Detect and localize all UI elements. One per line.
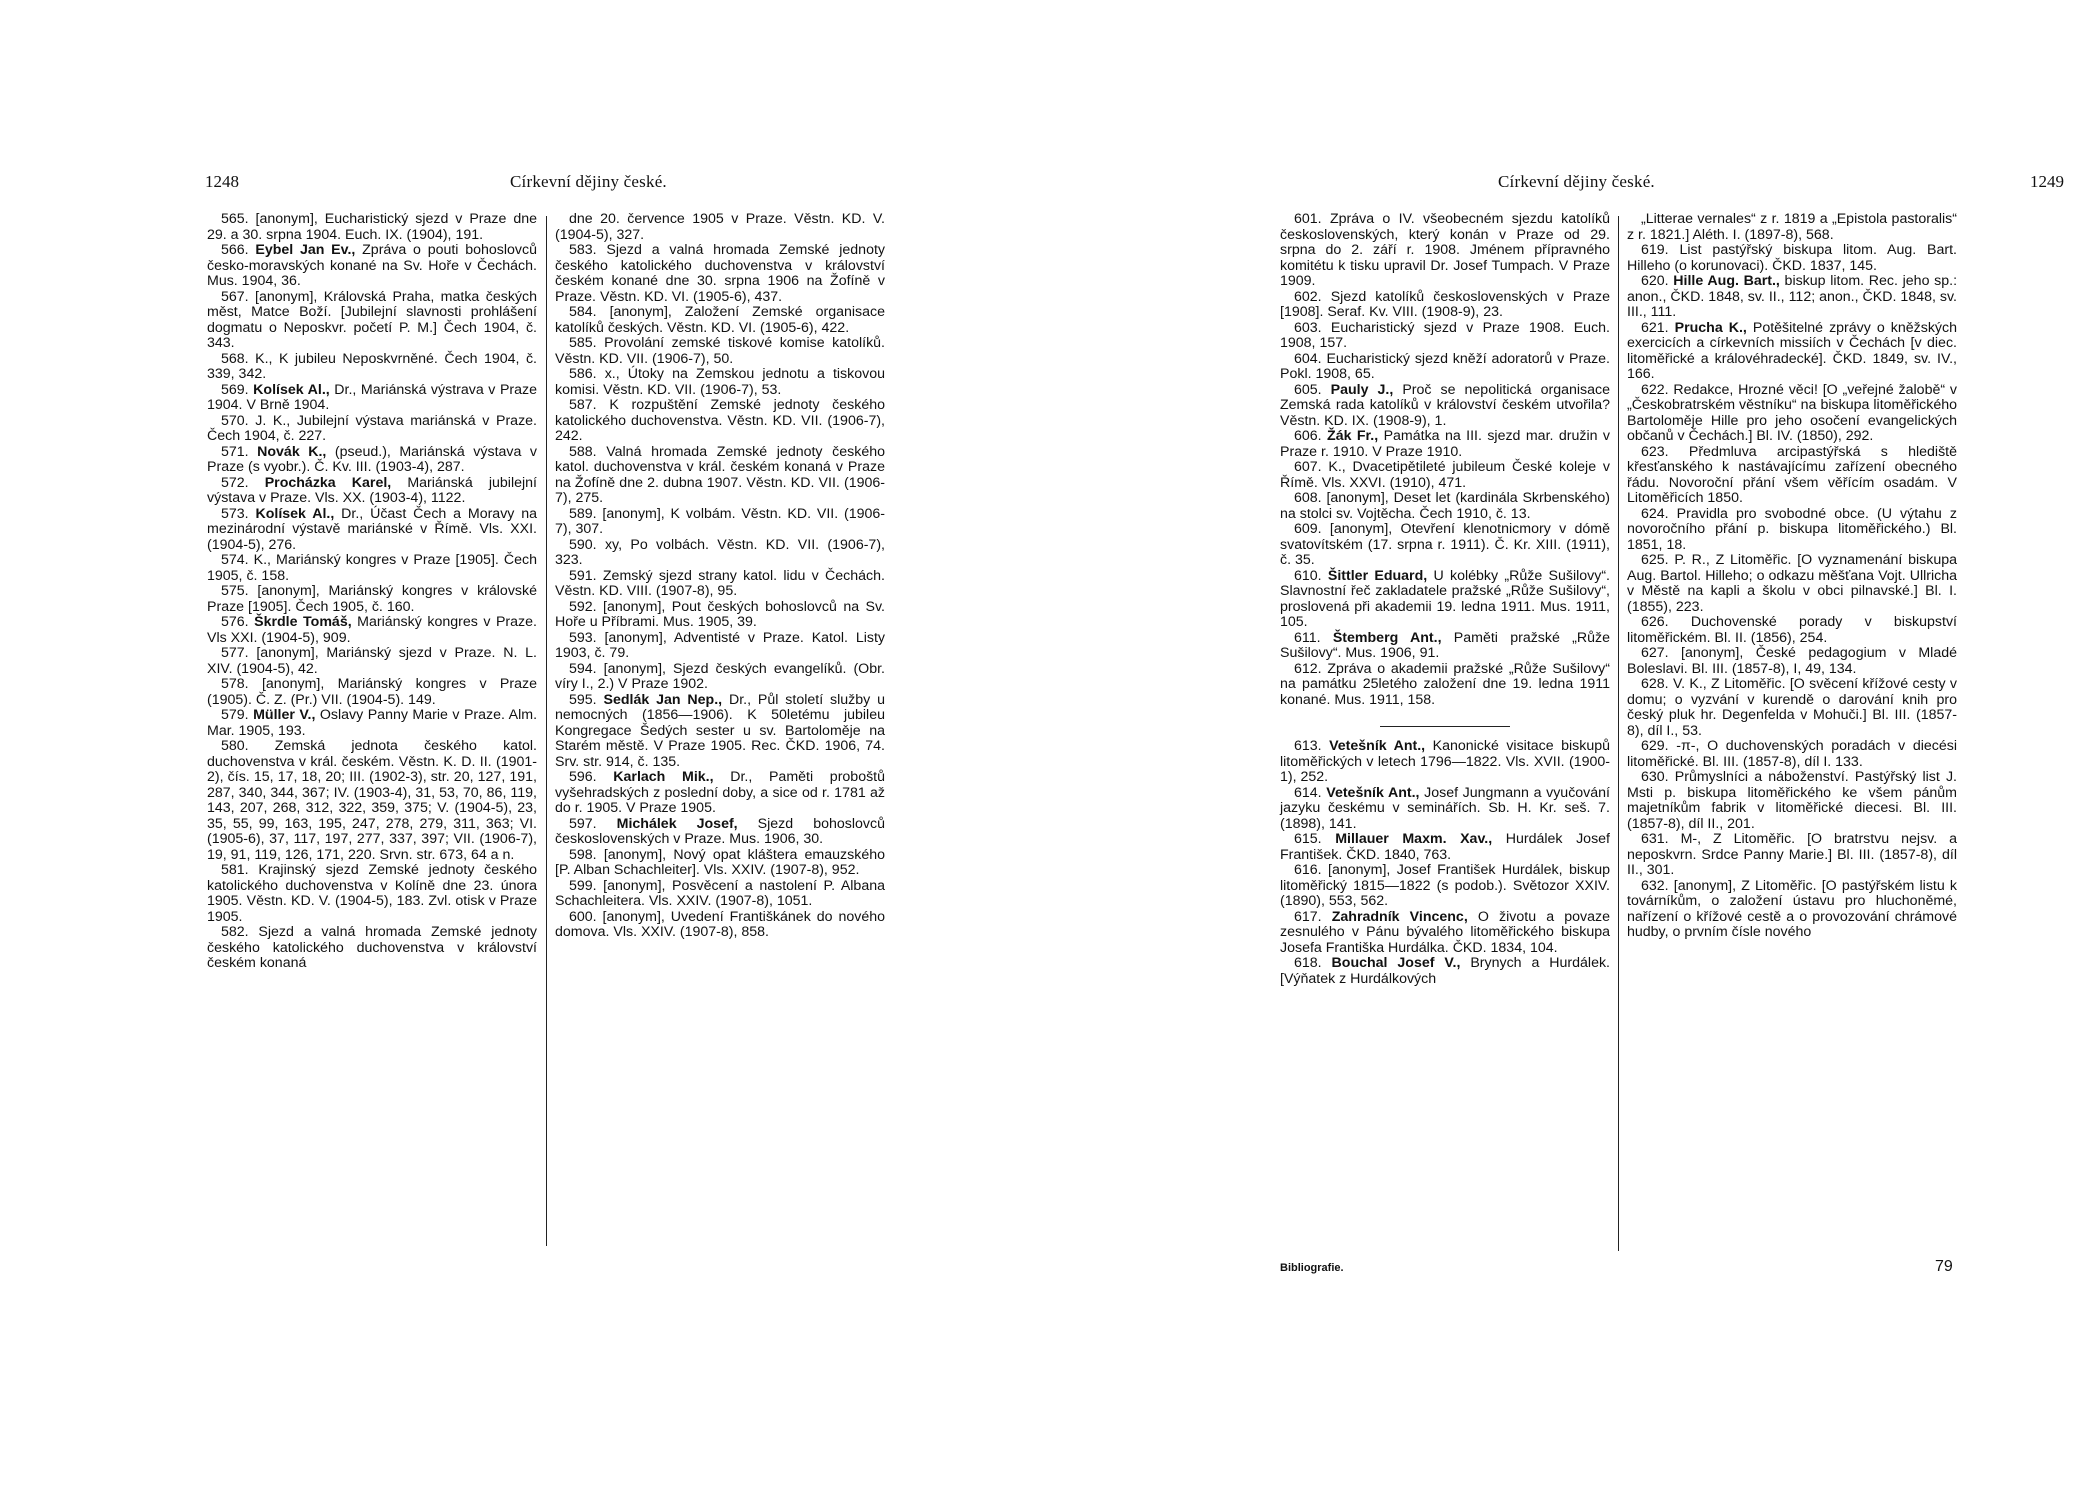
bibliography-entry: 572. Procházka Karel, Mariánská jubilejní výstava v Praze. Vls. XX. (1903-4), 1122. bbox=[207, 474, 537, 506]
bibliography-entry: 567. [anonym], Královská Praha, matka českých měst, Matce Boží. [Jubilejní slavnosti prohlášení dogmatu o Neposkvr. početí P. M.] Čech 1904, č. 343. bbox=[207, 288, 537, 351]
right-column-2 bbox=[1627, 212, 1957, 941]
left-column-1 bbox=[207, 212, 537, 972]
bibliography-entry: 578. [anonym], Mariánský kongres v Praze (1905). Č. Z. (Pr.) VII. (1904-5). 149. bbox=[207, 676, 537, 708]
bibliography-entry: 617. Zahradník Vincenc, O životu a povaze zesnulého v Pánu bývalého litoměřického biskupa Josefa Františka Hurdálka. ČKD. 1834, 104. bbox=[1280, 908, 1610, 956]
page-number-left: 1248 bbox=[205, 172, 239, 191]
bibliography-entry: 631. M-, Z Litoměřic. [O bratrstvu nejsv. a neposkvrn. Srdce Panny Marie.] Bl. III. (1857-8), díl II., 301. bbox=[1627, 831, 1957, 878]
bibliography-entry: 580. Zemská jednota českého katol. duchovenstva v král. českém. Věstn. K. D. II. (1901-2), čís. 15, 17, 18, 20; III. (1902-3), str. 20, 127, 191, 287, 340, 344, 367; IV. (1903-4), 31, 53, 70, 86, 119, 143, 207, 268, 312, 322, 359, 375; V. (1904-5), 23, 35, 55, 99, 163, 195, 247, 278, 279, 311, 363; VI. (1905-6), 37, 117, 197, 277, 337, 397; VII. (1906-7), 19, 91, 119, 126, 171, 220. Srvn. str. 673, 64 a n. bbox=[207, 738, 537, 863]
section-divider bbox=[1380, 726, 1510, 727]
bibliography-entry: 621. Prucha K., Potěšitelné zprávy o kněžských exercicích a církevních missiích v Čechách [v diec. litoměřické a královéhradecké]. ČKD. 1849, sv. IV., 166. bbox=[1627, 319, 1957, 382]
bibliography-entry: 613. Vetešník Ant., Kanonické visitace biskupů litoměřických v letech 1796—1822. Vls. XVII. (1900-1), 252. bbox=[1280, 738, 1611, 785]
bibliography-entry: 604. Eucharistický sjezd kněží adoratorů v Praze. Pokl. 1908, 65. bbox=[1280, 350, 1610, 382]
bibliography-entry: 579. Müller V., Oslavy Panny Marie v Praze. Alm. Mar. 1905, 193. bbox=[207, 707, 538, 739]
bibliography-entry: 566. Eybel Jan Ev., Zpráva o pouti bohoslovců česko-moravských konané na Sv. Hoře v Čechách. Mus. 1904, 36. bbox=[207, 242, 537, 289]
bibliography-entry: 615. Millauer Maxm. Xav., Hurdálek Josef František. ČKD. 1840, 763. bbox=[1280, 831, 1610, 863]
bibliography-entry: 632. [anonym], Z Litoměřic. [O pastýřském listu k továrníkům, o založení ústavu pro hluchoněmé, nařízení o křížové cestě a o provozování chrámové hudby, o prvním čísle nového bbox=[1627, 877, 1957, 940]
bibliography-entry: 569. Kolísek Al., Dr., Mariánská výstrava v Praze 1904. V Brně 1904. bbox=[207, 381, 538, 413]
bibliography-entry: 627. [anonym], České pedagogium v Mladé Boleslavi. Bl. III. (1857-8), I, 49, 134. bbox=[1627, 645, 1957, 677]
bibliography-entry: 629. -π-, O duchovenských poradách v diecési litoměřické. Bl. III. (1857-8), díl I. 133. bbox=[1627, 738, 1957, 770]
bibliography-entry: 609. [anonym], Otevření klenotnicmory v dómě svatovítském (17. srpna r. 1911). Č. Kr. XIII. (1911), č. 35. bbox=[1280, 521, 1610, 568]
bibliography-entry: 622. Redakce, Hrozné věci! [O „veřejné žalobě“ v „Českobratrském věstníku“ na biskupa litoměřického Bartoloměje Hille pro jeho osočení evangelických občanů v Čechách.] Bl. IV. (1850), 292. bbox=[1627, 381, 1957, 444]
bibliography-entry: 594. [anonym], Sjezd českých evangelíků. (Obr. víry I., 2.) V Praze 1902. bbox=[555, 660, 885, 692]
bibliography-entry: 595. Sedlák Jan Nep., Dr., Půl století služby u nemocných (1856—1906). K 50letému jubileu Kongregace Šedých sester u sv. Bartoloměje na Starém městě. V Praze 1905. Rec. ČKD. 1906, 74. Srv. str. 914, č. 135. bbox=[555, 691, 885, 770]
bibliography-entry: 585. Provolání zemské tiskové komise katolíků. Věstn. KD. VII. (1906-7), 50. bbox=[555, 335, 885, 367]
bibliography-entry: 575. [anonym], Mariánský kongres v královské Praze [1905]. Čech 1905, č. 160. bbox=[207, 583, 537, 615]
bibliography-entry: 603. Eucharistický sjezd v Praze 1908. Euch. 1908, 157. bbox=[1280, 319, 1610, 351]
bibliography-entry: 607. K., Dvacetipětileté jubileum České koleje v Římě. Vls. XXVI. (1910), 471. bbox=[1280, 459, 1610, 491]
bibliography-entry: 630. Průmyslníci a náboženství. Pastýřský list J. Msti p. biskupa litoměřického ke všem pánům majetníkům fabrik v litoměřické diecesi. Bl. III. (1857-8), díl II., 201. bbox=[1627, 769, 1957, 832]
bibliography-entry: 600. [anonym], Uvedení Františkánek do nového domova. Vls. XXIV. (1907-8), 858. bbox=[555, 908, 885, 940]
bibliography-entry: 593. [anonym], Adventisté v Praze. Katol. Listy 1903, č. 79. bbox=[555, 629, 885, 661]
column-divider bbox=[1618, 216, 1619, 1251]
bibliography-entry: 608. [anonym], Deset let (kardinála Skrbenského) na stolci sv. Vojtěcha. Čech 1910, č. 13. bbox=[1280, 490, 1610, 522]
footer-signature: Bibliografie. bbox=[1280, 1262, 1344, 1274]
bibliography-entry: 582. Sjezd a valná hromada Zemské jednoty českého katolického duchovenstva v království českém konaná bbox=[207, 924, 537, 971]
bibliography-entry: 565. [anonym], Eucharistický sjezd v Praze dne 29. a 30. srpna 1904. Euch. IX. (1904), 191. bbox=[207, 211, 537, 243]
left-column-2 bbox=[555, 212, 885, 941]
running-head-left: Církevní dějiny české. bbox=[510, 172, 667, 191]
bibliography-entry: 618. Bouchal Josef V., Brynych a Hurdálek. [Výňatek z Hurdálkových bbox=[1280, 955, 1610, 987]
bibliography-entry: 577. [anonym], Mariánský sjezd v Praze. N. L. XIV. (1904-5), 42. bbox=[207, 645, 537, 677]
bibliography-entry: 598. [anonym], Nový opat kláštera emauzského [P. Alban Schachleiter]. Vls. XXIV. (1907-8), 952. bbox=[555, 846, 885, 878]
bibliography-entry: 571. Novák K., (pseud.), Mariánská výstava v Praze (s vyobr.). Č. Kv. III. (1903-4), 287. bbox=[207, 443, 538, 475]
bibliography-entry: 620. Hille Aug. Bart., biskup litom. Rec. jeho sp.: anon., ČKD. 1848, sv. II., 112; anon., ČKD. 1848, sv. III., 111. bbox=[1627, 273, 1958, 320]
bibliography-entry: 625. P. R., Z Litoměřic. [O vyznamenání biskupa Aug. Bartol. Hilleho; o odkazu měšťana Vojt. Ullricha v Městě na kapli a školu v obci pilnavské.] Bl. I. (1855), 223. bbox=[1627, 552, 1957, 615]
bibliography-entry: 599. [anonym], Posvěcení a nastolení P. Albana Schachleitera. Vls. XXIV. (1907-8), 1051. bbox=[555, 877, 885, 909]
bibliography-entry: 573. Kolísek Al., Dr., Účast Čech a Moravy na mezinárodní výstavě mariánské v Římě. Vls. XXI. (1904-5), 276. bbox=[207, 505, 538, 553]
running-head-right: Církevní dějiny české. bbox=[1498, 172, 1655, 191]
bibliography-entry: 581. Krajinský sjezd Zemské jednoty českého katolického duchovenstva v Kolíně dne 23. února 1905. Věstn. KD. V. (1904-5), 183. Zvl. otisk v Praze 1905. bbox=[207, 862, 537, 925]
bibliography-entry: 568. K., K jubileu Neposkvrněné. Čech 1904, č. 339, 342. bbox=[207, 350, 537, 382]
bibliography-entry: 590. xy, Po volbách. Věstn. KD. VII. (1906-7), 323. bbox=[555, 536, 885, 568]
bibliography-entry: 597. Michálek Josef, Sjezd bohoslovců československých v Praze. Mus. 1906, 30. bbox=[555, 815, 885, 847]
bibliography-entry: 584. [anonym], Založení Zemské organisace katolíků českých. Věstn. KD. VI. (1905-6), 422. bbox=[555, 304, 885, 336]
page-number-right: 1249 bbox=[2030, 172, 2064, 191]
bibliography-entry: 601. Zpráva o IV. všeobecném sjezdu katolíků československých, který konán v Praze od 29. srpna do 2. září r. 1908. Jménem přípravného komitétu k tisku upravil Dr. Josef Tumpach. V Praze 1909. bbox=[1280, 211, 1610, 289]
bibliography-entry: 602. Sjezd katolíků československých v Praze [1908]. Seraf. Kv. VIII. (1908-9), 23. bbox=[1280, 288, 1610, 320]
bibliography-entry: 596. Karlach Mik., Dr., Paměti proboštů vyšehradských z poslední doby, a sice od r. 1781 až do r. 1905. V Praze 1905. bbox=[555, 769, 886, 816]
bibliography-entry: „Litterae vernales“ z r. 1819 a „Epistola pastoralis“ z r. 1821.] Aléth. I. (1897-8), 568. bbox=[1627, 211, 1957, 243]
bibliography-entry: 605. Pauly J., Proč se nepolitická organisace Zemská rada katolíků v království českém utvořila? Věstn. KD. IX. (1908-9), 1. bbox=[1280, 381, 1610, 429]
bibliography-entry: 623. Předmluva arcipastýřská s hlediště křesťanského k nastávajícímu zařízení obecného řádu. Novoroční přání všem věřícím osadám. V Litoměřicích 1850. bbox=[1627, 443, 1957, 506]
footer-sheet-number: 79 bbox=[1935, 1258, 1953, 1275]
bibliography-entry: 591. Zemský sjezd strany katol. lidu v Čechách. Věstn. KD. VIII. (1907-8), 95. bbox=[555, 567, 885, 599]
column-divider bbox=[546, 216, 547, 1246]
bibliography-entry: 614. Vetešník Ant., Josef Jungmann a vyučování jazyku českému v seminářích. Sb. H. Kr. seš. 7. (1898), 141. bbox=[1280, 784, 1610, 832]
bibliography-entry: 587. K rozpuštění Zemské jednoty českého katolického duchovenstva. Věstn. KD. VII. (1906-7), 242. bbox=[555, 397, 885, 444]
bibliography-entry: 583. Sjezd a valná hromada Zemské jednoty českého katolického duchovenstva v království českém konané dne 30. srpna 1906 na Žofíně v Praze. Věstn. KD. VI. (1905-6), 437. bbox=[555, 242, 885, 305]
bibliography-entry: 626. Duchovenské porady v biskupství litoměřickém. Bl. II. (1856), 254. bbox=[1627, 614, 1957, 646]
bibliography-entry: 610. Šittler Eduard, U kolébky „Růže Sušilovy“. Slavnostní řeč zakladatele pražské „Růže Sušilovy“, proslovená při akademii 19. ledna 1911. Mus. 1911, 105. bbox=[1280, 567, 1610, 630]
right-column-1 bbox=[1280, 212, 1610, 987]
bibliography-entry: 616. [anonym], Josef František Hurdálek, biskup litoměřický 1815—1822 (s podob.). Světozor XXIV. (1890), 553, 562. bbox=[1280, 862, 1610, 909]
bibliography-entry: 619. List pastýřský biskupa litom. Aug. Bart. Hilleho (o korunovaci). ČKD. 1837, 145. bbox=[1627, 242, 1957, 274]
bibliography-entry: 586. x., Útoky na Zemskou jednotu a tiskovou komisi. Věstn. KD. VII. (1906-7), 53. bbox=[555, 366, 885, 398]
bibliography-entry: 628. V. K., Z Litoměřic. [O svěcení křížové cesty v domu; o vyzvání v kurendě o darování knih pro český pluk hr. Degenfelda v Mohuči.] Bl. III. (1857-8), díl I., 53. bbox=[1627, 676, 1957, 739]
bibliography-entry: 606. Žák Fr., Památka na III. sjezd mar. družin v Praze r. 1910. V Praze 1910. bbox=[1280, 428, 1610, 460]
bibliography-entry: 589. [anonym], K volbám. Věstn. KD. VII. (1906-7), 307. bbox=[555, 505, 885, 537]
bibliography-entry: 624. Pravidla pro svobodné obce. (U výtahu z novoročního přání p. biskupa litoměřického.) Bl. 1851, 18. bbox=[1627, 505, 1957, 553]
bibliography-entry: 611. Štemberg Ant., Paměti pražské „Růže Sušilovy“. Mus. 1906, 91. bbox=[1280, 629, 1610, 661]
bibliography-entry: 588. Valná hromada Zemské jednoty českého katol. duchovenstva v král. českém konaná v Praze na Žofíně dne 2. dubna 1907. Věstn. KD. VII. (1906-7), 275. bbox=[555, 443, 885, 506]
bibliography-entry: dne 20. července 1905 v Praze. Věstn. KD. V. (1904-5), 327. bbox=[555, 211, 885, 243]
bibliography-entry: 576. Škrdle Tomáš, Mariánský kongres v Praze. Vls XXI. (1904-5), 909. bbox=[207, 614, 537, 646]
bibliography-entry: 592. [anonym], Pout českých bohoslovců na Sv. Hoře u Příbrami. Mus. 1905, 39. bbox=[555, 598, 885, 630]
bibliography-entry: 612. Zpráva o akademii pražské „Růže Sušilovy“ na památku 25letého založení dne 19. ledna 1911 konané. Mus. 1911, 158. bbox=[1280, 660, 1610, 708]
bibliography-entry: 570. J. K., Jubilejní výstava mariánská v Praze. Čech 1904, č. 227. bbox=[207, 412, 537, 444]
bibliography-entry: 574. K., Mariánský kongres v Praze [1905]. Čech 1905, č. 158. bbox=[207, 552, 537, 584]
